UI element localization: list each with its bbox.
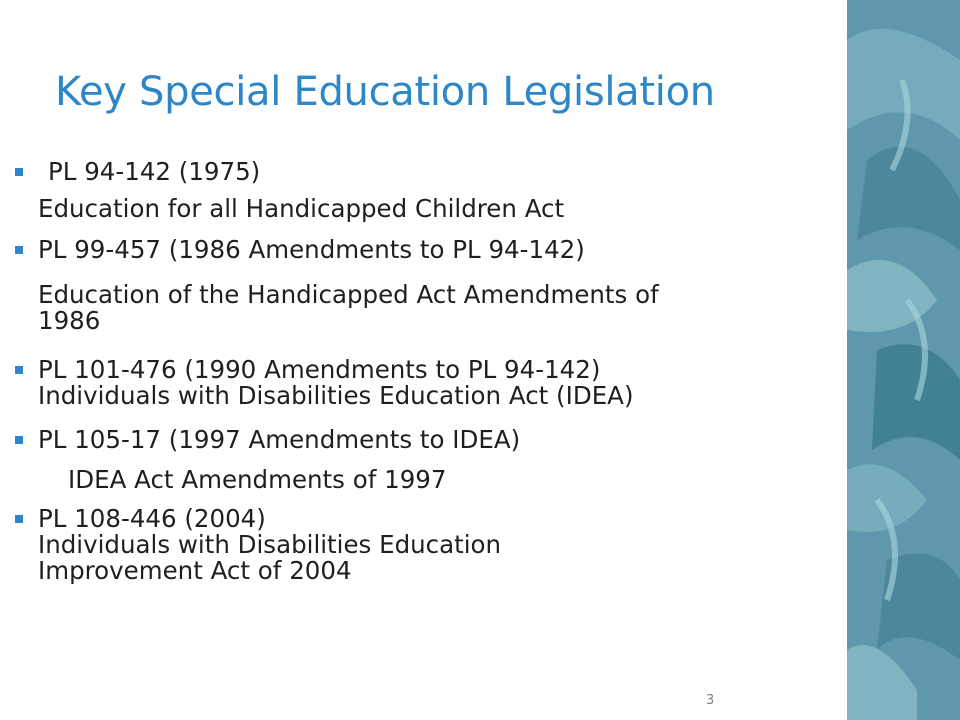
law-title: PL 108-446 (2004) xyxy=(38,504,266,533)
law-description: Education of the Handicapped Act Amendments of xyxy=(38,280,659,309)
law-description: Individuals with Disabilities Education Act (IDEA) xyxy=(38,381,634,410)
law-title: PL 99-457 (1986 Amendments to PL 94-142) xyxy=(38,235,585,264)
law-description: Education for all Handicapped Children Act xyxy=(38,194,565,223)
law-title: PL 101-476 (1990 Amendments to PL 94-142) xyxy=(38,355,601,384)
bullet-icon xyxy=(15,168,23,176)
law-description: 1986 xyxy=(38,306,101,335)
slide-title: Key Special Education Legislation xyxy=(55,69,715,115)
bullet-icon xyxy=(15,515,23,523)
law-title: PL 94-142 (1975) xyxy=(48,157,261,186)
law-description: Improvement Act of 2004 xyxy=(38,556,352,585)
page-number: 3 xyxy=(706,693,715,708)
law-description: IDEA Act Amendments of 1997 xyxy=(68,465,447,494)
bullet-icon xyxy=(15,366,23,374)
law-title: PL 105-17 (1997 Amendments to IDEA) xyxy=(38,425,521,454)
law-description: Individuals with Disabilities Education xyxy=(38,530,502,559)
bullet-icon xyxy=(15,436,23,444)
decorative-side-panel xyxy=(847,0,960,720)
bullet-icon xyxy=(15,246,23,254)
